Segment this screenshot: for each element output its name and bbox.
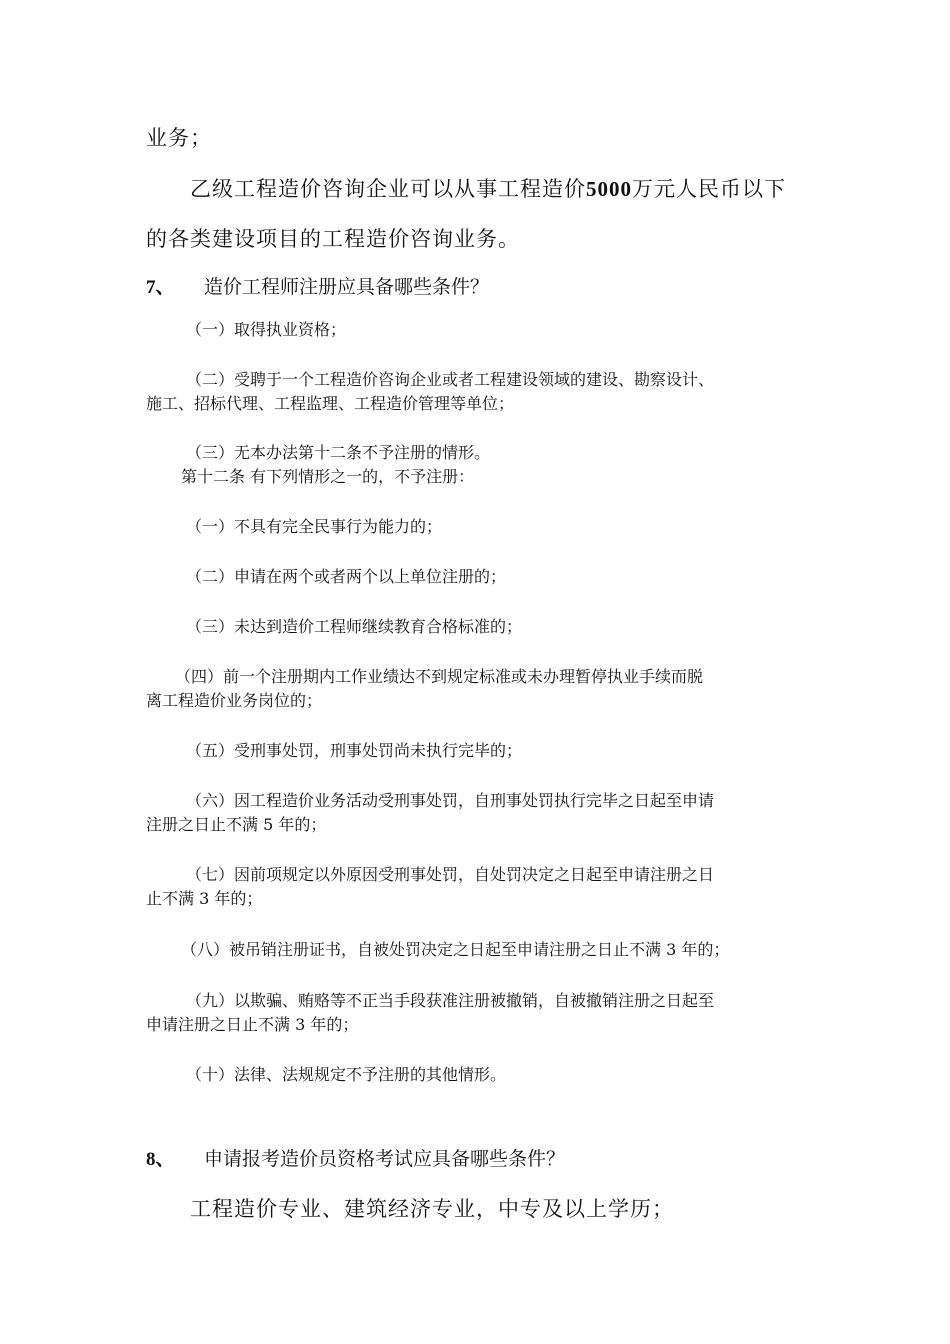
text-segment: 万元人民币以下 [632, 177, 786, 201]
exclusion-2: （二）申请在两个或者两个以上单位注册的； [186, 567, 507, 586]
condition-2-line2: 施工、招标代理、工程监理、工程造价管理等单位； [146, 394, 515, 413]
text-segment: 乙级工程造价咨询企业可以从事工程造价 [190, 177, 586, 201]
exclusion-4-line2: 离工程造价业务岗位的； [146, 691, 323, 710]
exclusion-7-line1: （七）因前项规定以外原因受刑事处罚，自处罚决定之日起至申请注册之日 [186, 865, 715, 884]
exclusion-1: （一）不具有完全民事行为能力的； [186, 517, 443, 536]
article-12-heading: 第十二条 有下列情形之一的，不予注册： [181, 467, 475, 486]
exclusion-9-line1: （九）以欺骗、贿赂等不正当手段获准注册被撤销，自被撤销注册之日起至 [186, 991, 715, 1010]
exclusion-7-line2: 止不满 3 年的； [146, 889, 263, 908]
question-number: 7、 [146, 277, 175, 298]
paragraph-grade-b-line2: 的各类建设项目的工程造价咨询业务。 [146, 227, 520, 251]
paragraph-education-requirement: 工程造价专业、建筑经济专业，中专及以上学历； [190, 1197, 674, 1221]
amount-number: 5000 [586, 177, 632, 201]
condition-3: （三）无本办法第十二条不予注册的情形。 [186, 443, 491, 462]
exclusion-10: （十）法律、法规规定不予注册的其他情形。 [186, 1065, 507, 1084]
exclusion-6-line2: 注册之日止不满 5 年的； [146, 815, 327, 834]
question-title: 申请报考造价员资格考试应具备哪些条件？ [204, 1148, 566, 1170]
exclusion-6-line1: （六）因工程造价业务活动受刑事处罚，自刑事处罚执行完毕之日起至申请 [186, 791, 715, 810]
condition-2-line1: （二）受聘于一个工程造价咨询企业或者工程建设领域的建设、勘察设计、 [186, 370, 715, 389]
exclusion-3: （三）未达到造价工程师继续教育合格标准的； [186, 617, 523, 636]
exclusion-8: （八）被吊销注册证书，自被处罚决定之日起至申请注册之日止不满 3 年的； [181, 940, 730, 959]
exclusion-5: （五）受刑事处罚，刑事处罚尚未执行完毕的； [186, 741, 523, 760]
paragraph-continuation: 业务； [146, 126, 212, 150]
question-title: 造价工程师注册应具备哪些条件？ [204, 276, 490, 298]
paragraph-grade-b-line1 [190, 173, 786, 203]
condition-1: （一）取得执业资格； [186, 320, 347, 339]
exclusion-9-line2: 申请注册之日止不满 3 年的； [146, 1015, 359, 1034]
exclusion-4-line1: （四）前一个注册期内工作业绩达不到规定标准或未办理暂停执业手续而脱 [175, 667, 704, 686]
question-7-heading [146, 272, 489, 299]
question-number: 8、 [146, 1149, 175, 1170]
question-8-heading [146, 1144, 565, 1171]
